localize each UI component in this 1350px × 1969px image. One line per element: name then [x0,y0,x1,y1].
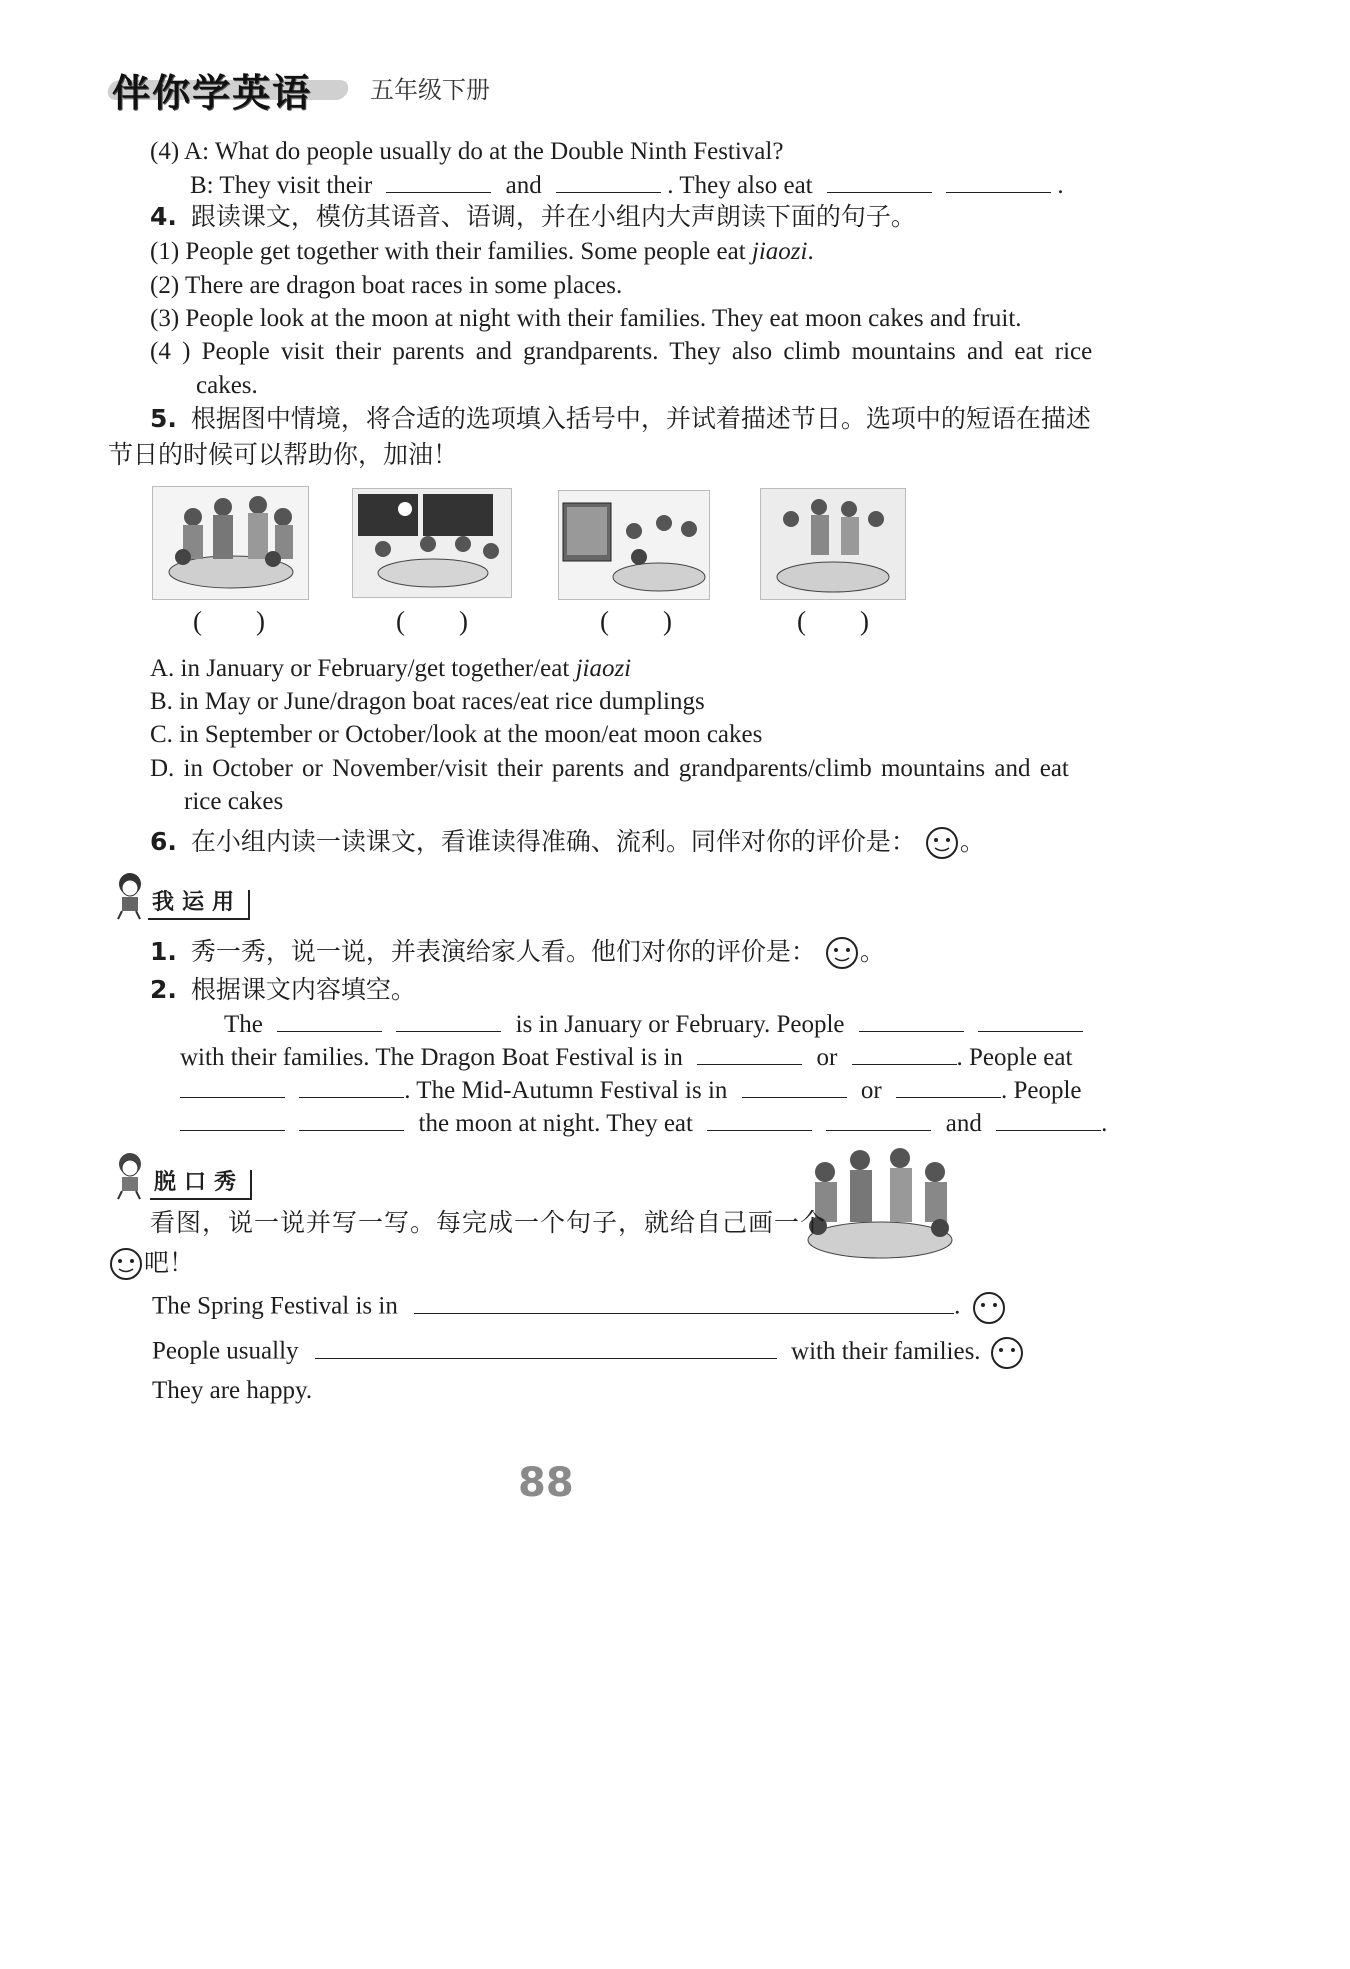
smiley-face-icon [924,825,960,861]
answer-bracket-1[interactable]: ( ) [193,606,265,636]
picture-mid-autumn [352,488,512,598]
blank-field[interactable] [742,1075,847,1098]
answer-bracket-4[interactable]: ( ) [797,606,869,636]
blank-field[interactable] [827,170,932,193]
item-text: (1) People get together with their families. Some people eat [150,238,752,265]
answer-text: and [505,172,542,199]
section-talk-heading [108,1150,308,1200]
q5-instruction-line2: 节日的时候可以帮助你，加油！ [108,440,459,469]
blank-field[interactable] [896,1075,1001,1098]
instruction-text: 跟读课文，模仿其语音、语调，并在小组内大声朗读下面的句子。 [190,202,916,231]
question-number: 6. [150,827,177,856]
question-number: 1. [150,937,177,966]
fill-text: or [860,1077,882,1104]
smiley-face-icon [824,935,860,971]
section-label: 我运用 [148,890,250,920]
book-title: 伴你学英语 [112,71,313,115]
talk-text: The Spring Festival is in [152,1292,398,1320]
talk-text: . [954,1292,961,1320]
boy-mascot-icon [108,1150,150,1200]
fill-text: is in January or February. People [515,1011,845,1038]
fill-line-2 [180,1042,1072,1073]
blank-field[interactable] [697,1042,802,1065]
instruction-text: 秀一秀，说一说，并表演给家人看。他们对你的评价是： [190,937,816,966]
family-gathering-illustration [761,489,905,599]
talk-line-2 [152,1335,1025,1371]
instruction-text: 在小组内读一读课文，看谁读得准确、流利。同伴对你的评价是： [190,827,916,856]
talk-line-1 [152,1290,1007,1326]
fill-text: . People eat [956,1044,1073,1071]
question-number: 2. [150,975,177,1004]
picture-spring-festival [152,486,309,600]
prev-item-4-answer [190,170,1064,201]
family-dinner-illustration [153,487,308,599]
instruction-text: 根据图中情境，将合适的选项填入括号中，并试着描述节日。选项中的短语在描述 [190,404,1091,433]
q4-item-3: (3) People look at the moon at night with their families. They eat moon cakes and fruit. [150,305,1022,332]
italic-word: jiaozi [751,238,808,265]
blank-field[interactable] [414,1291,954,1314]
blank-field[interactable] [978,1009,1083,1032]
q4-item-2: (2) There are dragon boat races in some places. [150,272,623,299]
question-number: 4. [150,202,177,231]
italic-word: jiaozi [575,655,632,682]
fill-line-3 [180,1075,1082,1106]
page-header [108,58,608,118]
answer-bracket-3[interactable]: ( ) [600,606,672,636]
answer-bracket-2[interactable]: ( ) [396,606,468,636]
fill-text: . The Mid-Autumn Festival is in [404,1077,728,1104]
q4-item-1 [150,237,814,267]
talk-instruction-line2 [108,1246,194,1282]
moon-viewing-illustration [353,489,511,597]
talk-text: People usually [152,1337,299,1365]
blank-field[interactable] [707,1108,812,1131]
fill-line-4 [180,1108,1107,1139]
blank-field[interactable] [299,1108,404,1131]
blank-field[interactable] [386,170,491,193]
blank-field[interactable] [556,170,661,193]
prev-item-4-question: (4) A: What do people usually do at the Double Ninth Festival? [150,138,784,165]
fill-text: the moon at night. They eat [418,1110,693,1137]
blank-field[interactable] [180,1075,285,1098]
page-number: 88 [518,1460,574,1506]
instruction-end: 。 [859,937,885,966]
fill-text: . People [1000,1077,1082,1104]
talk-line-3: They are happy. [152,1377,313,1404]
picture-family-dinner [790,1140,968,1270]
instruction-text: 根据课文内容填空。 [190,975,416,1004]
fill-text: with their families. The Dragon Boat Festival is in [180,1044,683,1071]
picture-dragon-boat [558,490,710,600]
q5-option-d: D. in October or November/visit their parents and grandparents/climb mountains and eat [150,755,1069,782]
use-q1 [150,935,885,971]
section-use-heading [108,870,308,920]
blank-field[interactable] [852,1042,957,1065]
fill-line-1 [224,1009,1083,1040]
talk-text: with their families. [791,1337,981,1365]
smiley-face-icon [989,1335,1025,1371]
item-text: . [807,238,814,265]
book-subtitle: 五年级下册 [370,76,490,104]
blank-field[interactable] [859,1009,964,1032]
q4-instruction [150,202,916,232]
smiley-face-icon [971,1290,1007,1326]
option-text: A. in January or February/get together/eat [150,655,576,682]
blank-field[interactable] [299,1075,404,1098]
q4-item-4-cont: cakes. [196,372,258,399]
fill-text: and [945,1110,982,1137]
fill-text: . [1101,1110,1108,1137]
fill-text: The [224,1011,263,1038]
family-dinner-illustration [790,1140,968,1270]
answer-text: . [1057,172,1064,199]
girl-mascot-icon [108,870,150,920]
answer-text: . They also eat [667,172,813,199]
blank-field[interactable] [996,1108,1101,1131]
answer-text: B: They visit their [190,172,373,199]
q5-option-c: C. in September or October/look at the moon/eat moon cakes [150,721,763,748]
q5-option-b: B. in May or June/dragon boat races/eat rice dumplings [150,688,705,715]
blank-field[interactable] [315,1336,777,1359]
q5-instruction-line1 [150,404,1091,434]
section-label: 脱口秀 [150,1170,252,1200]
picture-double-ninth [760,488,906,600]
q6-line [150,825,985,861]
q5-option-d-cont: rice cakes [184,788,284,815]
blank-field[interactable] [946,170,1051,193]
question-number: 5. [150,404,177,433]
fill-text: or [816,1044,838,1071]
smiley-face-icon [108,1246,144,1282]
use-q2 [150,975,416,1005]
blank-field[interactable] [826,1108,931,1131]
q5-option-a [150,654,631,684]
talk-instruction-line1: 看图，说一说并写一写。每完成一个句子，就给自己画一个 [150,1208,827,1237]
blank-field[interactable] [180,1108,285,1131]
instruction-end: 吧！ [144,1248,195,1277]
instruction-end: 。 [959,827,985,856]
q4-item-4: (4 ) People visit their parents and grandparents. They also climb mountains and eat rice [150,338,1093,365]
watching-tv-illustration [559,491,709,599]
blank-field[interactable] [277,1009,382,1032]
blank-field[interactable] [396,1009,501,1032]
